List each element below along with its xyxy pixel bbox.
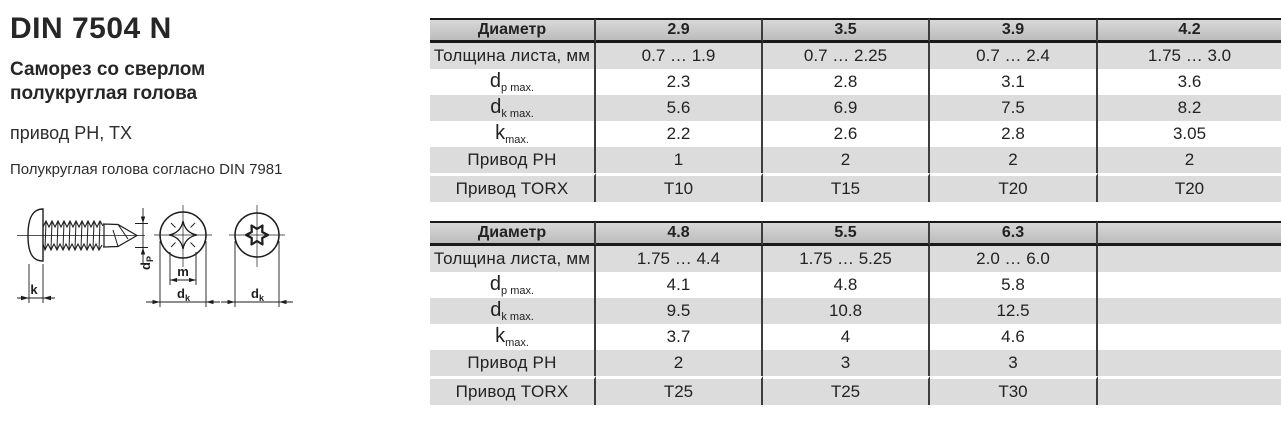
value-cell (1098, 350, 1281, 376)
head-standard-note: Полукруглая голова согласно DIN 7981 (10, 161, 283, 178)
k-max-row (430, 121, 1281, 147)
row-label: Привод TORX (430, 173, 596, 202)
value-cell: 2.3 (596, 69, 763, 95)
dimension-tables (430, 18, 1281, 405)
value-cell (1098, 324, 1281, 350)
value-cell: 3.05 (1098, 121, 1281, 147)
value-cell: 10.8 (763, 298, 930, 324)
table-header-row (430, 18, 1281, 43)
screw-drawing-svg (5, 196, 305, 329)
row-label: $d_{p max.}$ (430, 69, 596, 95)
value-cell: T20 (930, 173, 1098, 202)
row-label: $k_{max.}$ (430, 121, 596, 147)
value-cell (1098, 376, 1281, 405)
k-dim-label: k (30, 282, 38, 297)
value-cell: 1 (596, 147, 763, 173)
table-header-row (430, 221, 1281, 246)
value-cell: 2.0 … 6.0 (930, 246, 1098, 272)
value-cell: T10 (596, 173, 763, 202)
value-cell: 1.75 … 3.0 (1098, 43, 1281, 69)
value-cell: 7.5 (930, 95, 1098, 121)
value-cell: 0.7 … 2.25 (763, 43, 930, 69)
value-cell: 0.7 … 2.4 (930, 43, 1098, 69)
product-subtitle (10, 58, 205, 106)
value-cell: 4.1 (596, 272, 763, 298)
value-cell: 3.1 (930, 69, 1098, 95)
value-cell: 3 (930, 350, 1098, 376)
value-cell: T25 (596, 376, 763, 405)
sheet-thickness-row (430, 246, 1281, 272)
row-label: $k_{max.}$ (430, 324, 596, 350)
value-cell: 1.75 … 5.25 (763, 246, 930, 272)
drive-ph-row (430, 147, 1281, 173)
value-cell: 3.7 (596, 324, 763, 350)
value-cell: 2 (930, 147, 1098, 173)
value-cell: 9.5 (596, 298, 763, 324)
drive-torx-row (430, 376, 1281, 405)
dk-max-row (430, 298, 1281, 324)
diameter-value-cell: 2.9 (596, 18, 763, 43)
dimension-table-1 (430, 18, 1281, 202)
value-cell: 2.2 (596, 121, 763, 147)
dk-max-row (430, 95, 1281, 121)
row-label: Привод PH (430, 350, 596, 376)
subtitle-line-2: полукруглая голова (10, 83, 198, 104)
value-cell: 6.9 (763, 95, 930, 121)
diameter-value-cell: 3.9 (930, 18, 1098, 43)
diameter-header-label: Диаметр (430, 18, 596, 43)
row-label: Толщина листа, мм (430, 43, 596, 69)
value-cell: T15 (763, 173, 930, 202)
value-cell: 1.75 … 4.4 (596, 246, 763, 272)
subtitle-line-1: Саморез со сверлом (10, 59, 206, 80)
diameter-value-cell: 4.8 (596, 221, 763, 246)
dp-max-row (430, 69, 1281, 95)
dp-dim-label: $d_P$ (138, 256, 155, 270)
screw-side-view (17, 209, 145, 261)
value-cell: T25 (763, 376, 930, 405)
page-title: DIN 7504 N (10, 12, 172, 45)
dp-max-row (430, 272, 1281, 298)
k-max-row (430, 324, 1281, 350)
value-cell: 2 (1098, 147, 1281, 173)
value-cell: T20 (1098, 173, 1281, 202)
drive-torx-row (430, 173, 1281, 202)
value-cell (1098, 272, 1281, 298)
value-cell: 0.7 … 1.9 (596, 43, 763, 69)
value-cell (1098, 246, 1281, 272)
row-label: $d_{p max.}$ (430, 272, 596, 298)
dimension-table-2 (430, 221, 1281, 405)
drive-note: привод PH, TX (10, 123, 132, 143)
value-cell: 5.6 (596, 95, 763, 121)
value-cell: 3 (763, 350, 930, 376)
diameter-header-label: Диаметр (430, 221, 596, 246)
value-cell: 8.2 (1098, 95, 1281, 121)
row-label: $d_{k max.}$ (430, 95, 596, 121)
value-cell: T30 (930, 376, 1098, 405)
row-label: Привод PH (430, 147, 596, 173)
value-cell: 5.8 (930, 272, 1098, 298)
torx-dk-dim-label: $d_k$ (251, 286, 264, 303)
technical-drawing (5, 196, 305, 329)
diameter-value-cell (1098, 221, 1281, 246)
value-cell: 4.8 (763, 272, 930, 298)
value-cell: 2 (763, 147, 930, 173)
row-label: $d_{k max.}$ (430, 298, 596, 324)
value-cell: 2.6 (763, 121, 930, 147)
row-label: Привод TORX (430, 376, 596, 405)
m-dim-label: m (177, 264, 189, 279)
diameter-value-cell: 3.5 (763, 18, 930, 43)
diameter-value-cell: 6.3 (930, 221, 1098, 246)
value-cell: 12.5 (930, 298, 1098, 324)
value-cell: 4.6 (930, 324, 1098, 350)
diameter-value-cell: 5.5 (763, 221, 930, 246)
drive-ph-row (430, 350, 1281, 376)
row-label: Толщина листа, мм (430, 246, 596, 272)
value-cell: 4 (763, 324, 930, 350)
value-cell: 2.8 (930, 121, 1098, 147)
ph-dk-dim-label: $d_k$ (177, 286, 190, 303)
value-cell: 3.6 (1098, 69, 1281, 95)
diameter-value-cell: 4.2 (1098, 18, 1281, 43)
sheet-thickness-row (430, 43, 1281, 69)
value-cell: 2.8 (763, 69, 930, 95)
value-cell: 2 (596, 350, 763, 376)
value-cell (1098, 298, 1281, 324)
